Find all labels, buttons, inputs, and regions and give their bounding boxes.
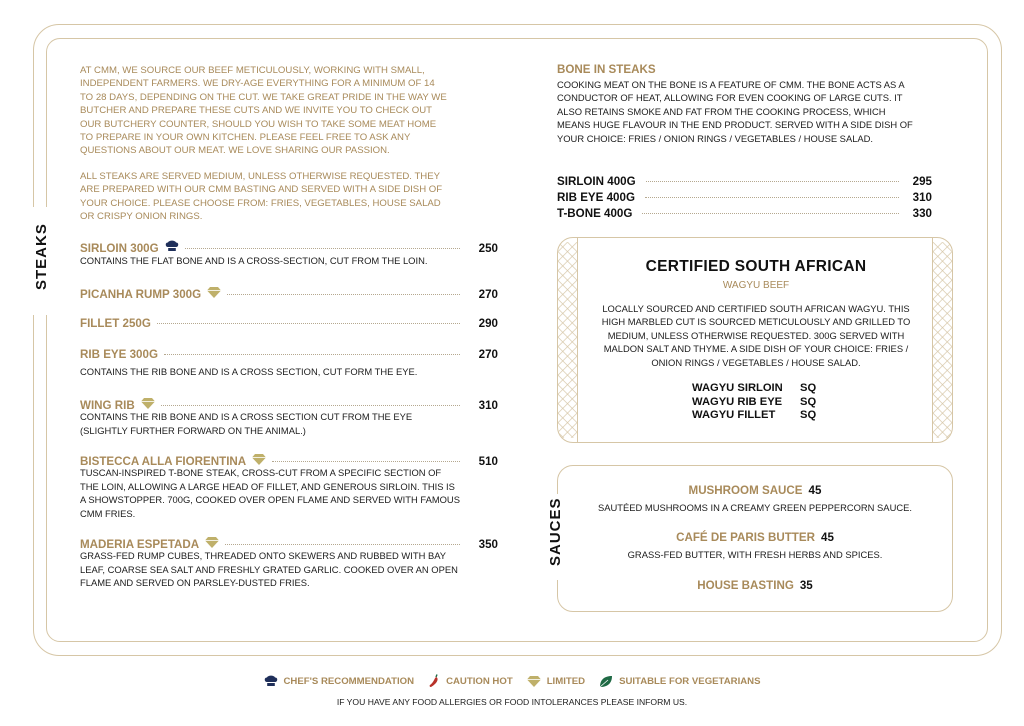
wagyu-item (692, 382, 816, 396)
item-name: WAGYU RIB EYE (692, 395, 783, 408)
wagyu-item (692, 409, 816, 423)
legend-hot (428, 674, 513, 688)
bone-in-item (557, 175, 932, 188)
wagyu-title: CERTIFIED SOUTH AFRICAN (645, 258, 867, 275)
item-price: 350 (478, 538, 498, 551)
leaf-icon (599, 675, 613, 688)
item-price: 35 (799, 579, 813, 592)
chef-hat-icon (264, 675, 278, 687)
item-price: 310 (912, 191, 932, 204)
wagyu-panel (557, 237, 953, 443)
sauce-item (557, 484, 953, 497)
legend-label: LIMITED (546, 675, 586, 687)
item-price: 45 (808, 484, 822, 497)
item-name: SIRLOIN 400G (557, 175, 636, 188)
item-description: CONTAINS THE FLAT BONE AND IS A CROSS-SECTION, CUT FROM THE LOIN. (80, 255, 428, 266)
sauce-item (557, 531, 953, 544)
item-description: GRASS-FED RUMP CUBES, THREADED ONTO SKEWERS AND RUBBED WITH BAY LEAF, COARSE SEA SALT AND FRESHLY GRATED GARLIC. COOKED OVER AN OPEN FLAME AND SERVED ON PARSLEY-DUSTED FRIES. (80, 550, 458, 589)
item-name: RIB EYE 300G (80, 348, 158, 361)
leader-dots (185, 248, 460, 249)
legend-limited (527, 676, 585, 687)
item-price: 270 (478, 348, 498, 361)
item-name: SIRLOIN 300G (80, 242, 159, 255)
legend-chef (264, 675, 415, 687)
leader-dots (646, 181, 899, 182)
item-price: SQ (800, 382, 817, 394)
chili-pepper-icon (428, 674, 440, 688)
item-name: WAGYU SIRLOIN (692, 382, 783, 394)
item-name: BISTECCA ALLA FIORENTINA (80, 455, 247, 468)
item-name: MUSHROOM SAUCE (688, 484, 803, 497)
leader-dots (225, 544, 460, 545)
item-price: SQ (800, 395, 817, 408)
diamond-icon (207, 285, 221, 303)
leader-dots (164, 354, 460, 355)
sauce-description: SAUTÉED MUSHROOMS IN A CREAMY GREEN PEPPERCORN SAUCE. (598, 502, 912, 513)
menu-item-fillet (80, 317, 498, 330)
sauces-section-label: SAUCES (547, 502, 567, 572)
allergy-note: IF YOU HAVE ANY FOOD ALLERGIES OR FOOD INTOLERANCES PLEASE INFORM US. (336, 697, 688, 707)
item-description: TUSCAN-INSPIRED T-BONE STEAK, CROSS-CUT FROM A SPECIFIC SECTION OF THE LOIN, ALLOWING A LARGE HEAD OF FILLET, AND GENEROUS SIRLOIN. THIS IS A SHOWSTOPPER. 700G, COOKED OVER OPEN FLAME AND SERVED WITH FAMOUS CMM FRIES. (80, 467, 460, 519)
lattice-pattern (932, 238, 952, 442)
item-price: SQ (800, 409, 817, 422)
bone-in-description: COOKING MEAT ON THE BONE IS A FEATURE OF CMM. THE BONE ACTS AS A CONDUCTOR OF HEAT, ALLOWING FOR EVEN COOKING OF LARGE CUTS. IT ALSO RETAINS SMOKE AND FAT FROM THE COOKING PROCESS, WHICH MEANS HUGE FLAVOUR IN THE END PRODUCT. SERVED WITH A SIDE DISH OF YOUR CHOICE: FRIES / ONION RINGS / VEGETABLES / HOUSE SALAD. (557, 79, 913, 144)
legend-veg (599, 675, 760, 688)
item-name: MADERIA ESPETADA (80, 538, 200, 551)
lattice-pattern (558, 238, 578, 442)
item-name: PICANHA RUMP 300G (80, 288, 202, 301)
menu-item-rib-eye (80, 348, 498, 361)
item-price: 250 (478, 242, 498, 255)
intro-paragraph-2: ALL STEAKS ARE SERVED MEDIUM, UNLESS OTHERWISE REQUESTED. THEY ARE PREPARED WITH OUR CMM BASTING AND SERVED WITH A SIDE DISH OF YOUR CHOICE. PLEASE CHOOSE FROM: FRIES, VEGETABLES, HOUSE SALAD OR CRISPY ONION RINGS. (80, 171, 443, 223)
leader-dots (227, 294, 460, 295)
wagyu-description: LOCALLY SOURCED AND CERTIFIED SOUTH AFRICAN WAGYU. THIS HIGH MARBLED CUT IS SOURCED METICULOUSLY AND GRILLED TO MEDIUM, UNLESS OTHERWISE REQUESTED. 300G SERVED WITH MALDON SALT AND THYME. A SIDE DISH OF YOUR CHOICE: FRIES / ONION RINGS / VEGETABLES / HOUSE SALAD. (601, 303, 911, 368)
legend-label: CHEF'S RECOMMENDATION (283, 675, 415, 687)
leader-dots (642, 213, 898, 214)
item-description: CONTAINS THE RIB BONE AND IS A CROSS SECTION, CUT FORM THE EYE. (80, 366, 418, 377)
item-price: 290 (478, 317, 498, 330)
sauce-description: GRASS-FED BUTTER, WITH FRESH HERBS AND SPICES. (627, 549, 883, 560)
menu-item-picanha (80, 285, 498, 303)
item-description: CONTAINS THE RIB BONE AND IS A CROSS SECTION CUT FROM THE EYE (SLIGHTLY FURTHER FORWARD ON THE ANIMAL.) (80, 411, 413, 436)
bone-in-item (557, 207, 932, 220)
item-name: WING RIB (80, 399, 135, 412)
item-price: 510 (478, 455, 498, 468)
item-name: CAFÉ DE PARIS BUTTER (676, 531, 815, 544)
item-price: 270 (478, 288, 498, 301)
bone-in-item (557, 191, 932, 204)
item-price: 45 (821, 531, 834, 544)
item-name: HOUSE BASTING (697, 579, 794, 592)
wagyu-list (692, 382, 816, 423)
steaks-section-label: STEAKS (33, 226, 53, 296)
item-name: WAGYU FILLET (692, 409, 776, 422)
leader-dots (272, 461, 460, 462)
item-price: 295 (912, 175, 932, 188)
wagyu-item (692, 396, 816, 410)
item-price: 310 (478, 399, 498, 412)
diamond-icon (527, 676, 541, 687)
sauce-item (557, 579, 953, 592)
item-price: 330 (912, 207, 932, 220)
intro-paragraph-1: AT CMM, WE SOURCE OUR BEEF METICULOUSLY, WORKING WITH SMALL, INDEPENDENT FARMERS. WE DRY-AGE EVERYTHING FOR A MINIMUM OF 14 TO 28 DAYS, DEPENDING ON THE CUT. WE TAKE GREAT PRIDE IN THE WAY WE BUTCHER AND PREPARE THESE CUTS AND WE INVITE YOU TO CHECK OUT OUR BUTCHERY COUNTER, SHOULD YOU WISH TO TAKE SOME MEAT HOME TO PREPARE IN YOUR OWN KITCHEN. PLEASE FEEL FREE TO ASK ANY QUESTIONS ABOUT OUR MEAT. WE LOVE SHARING OUR PASSION. (80, 65, 447, 157)
item-name: T-BONE 400G (557, 207, 633, 220)
legend-label: SUITABLE FOR VEGETARIANS (619, 675, 761, 687)
leader-dots (161, 405, 460, 406)
bone-in-title: BONE IN STEAKS (557, 63, 656, 76)
leader-dots (645, 197, 899, 198)
icon-legend (0, 674, 1024, 688)
item-name: RIB EYE 400G (557, 191, 635, 204)
wagyu-subtitle: WAGYU BEEF (722, 280, 790, 291)
legend-label: CAUTION HOT (446, 675, 513, 687)
leader-dots (157, 323, 460, 324)
item-name: FILLET 250G (80, 317, 151, 330)
